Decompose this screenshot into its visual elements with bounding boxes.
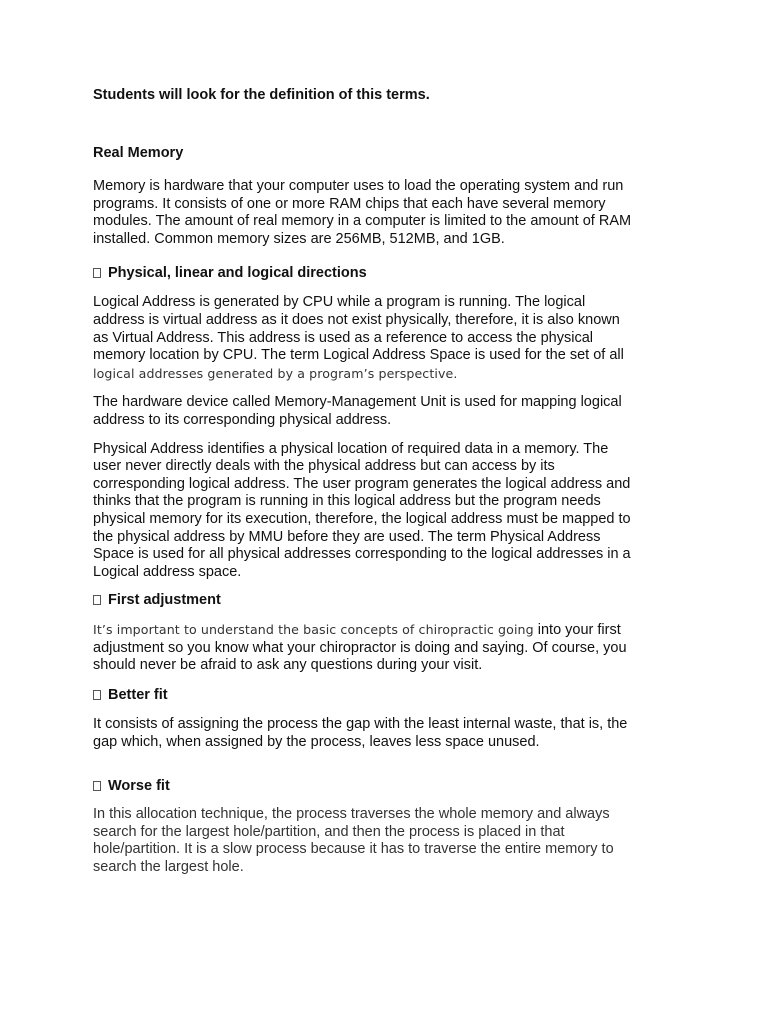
first-adjustment-paragraph [93, 621, 677, 675]
worse-fit-paragraph [93, 806, 677, 876]
text-line: the physical address by MMU before they are used. The term Physical Address [93, 528, 601, 545]
text-line [93, 621, 677, 640]
text-line: thinks that the program is running in this logical address but the program needs [93, 493, 601, 510]
text-line: should never be afraid to ask any questions during your visit. [93, 657, 483, 674]
worse-fit-heading [93, 777, 677, 795]
text-line: address is virtual address as it does not exist physically, therefore, it is also known [93, 311, 620, 328]
logical-address-paragraph [93, 294, 677, 383]
document-intro: Students will look for the definition of this terms. [93, 87, 430, 103]
text-line: In this allocation technique, the process traverses the whole memory and always [93, 806, 610, 823]
text-line: Physical Address identifies a physical location of required data in a memory. The [93, 440, 609, 457]
real-memory-heading: Real Memory [93, 145, 184, 161]
text-line: memory location by CPU. The term Logical Address Space is used for the set of all [93, 347, 624, 364]
better-fit-paragraph [93, 716, 677, 751]
section-heading-label: Physical, linear and logical directions [108, 265, 367, 282]
section-heading-label: Better fit [108, 687, 168, 704]
bullet-box-icon [93, 595, 101, 605]
bullet-box-icon [93, 690, 101, 700]
text-line: as Virtual Address. This address is used as a reference to access the physical [93, 329, 593, 346]
text-line: Logical address space. [93, 563, 242, 580]
text-line: hole/partition. It is a slow process because it has to traverse the entire memory to [93, 841, 614, 858]
text-line: physical memory for its execution, therefore, the logical address must be mapped to [93, 510, 631, 527]
text-line: user never directly deals with the physical address but can access by its [93, 458, 555, 475]
physical-linear-logical-heading [93, 264, 677, 282]
text-span: It’s important to understand the basic concepts of chiropractic going [93, 622, 534, 638]
text-line: Logical Address is generated by CPU while a program is running. The logical [93, 294, 586, 311]
text-line: The hardware device called Memory-Management Unit is used for mapping logical [93, 394, 622, 411]
real-memory-paragraph [93, 178, 677, 248]
section-heading-label: First adjustment [108, 592, 221, 609]
first-adjustment-heading [93, 591, 677, 609]
text-line: address to its corresponding physical address. [93, 411, 392, 428]
text-line: corresponding logical address. The user program generates the logical address and [93, 475, 631, 492]
text-line: gap which, when assigned by the process, leaves less space unused. [93, 733, 540, 750]
mmu-paragraph [93, 394, 677, 429]
text-span: logical addresses generated by a program’s perspective. [93, 365, 458, 381]
text-line: Space is used for all physical addresses corresponding to the logical addresses in a [93, 546, 631, 563]
bullet-box-icon [93, 781, 101, 791]
text-line: search for the largest hole/partition, and then the process is placed in that [93, 823, 565, 840]
text-line: programs. It consists of one or more RAM chips that each have several memory [93, 195, 606, 212]
text-line: It consists of assigning the process the gap with the least internal waste, that is, the [93, 716, 628, 733]
text-line: modules. The amount of real memory in a computer is limited to the amount of RAM [93, 213, 632, 230]
bullet-box-icon [93, 268, 101, 278]
physical-address-paragraph [93, 441, 677, 582]
text-line: adjustment so you know what your chiropractor is doing and saying. Of course, you [93, 639, 627, 656]
better-fit-heading [93, 686, 677, 704]
text-span: into your first [533, 622, 621, 639]
text-line: search the largest hole. [93, 859, 244, 876]
text-line: Memory is hardware that your computer uses to load the operating system and run [93, 178, 624, 194]
section-heading-label: Worse fit [108, 778, 170, 795]
text-line [93, 365, 677, 384]
text-line: installed. Common memory sizes are 256MB, 512MB, and 1GB. [93, 230, 505, 247]
document-page [93, 86, 677, 877]
